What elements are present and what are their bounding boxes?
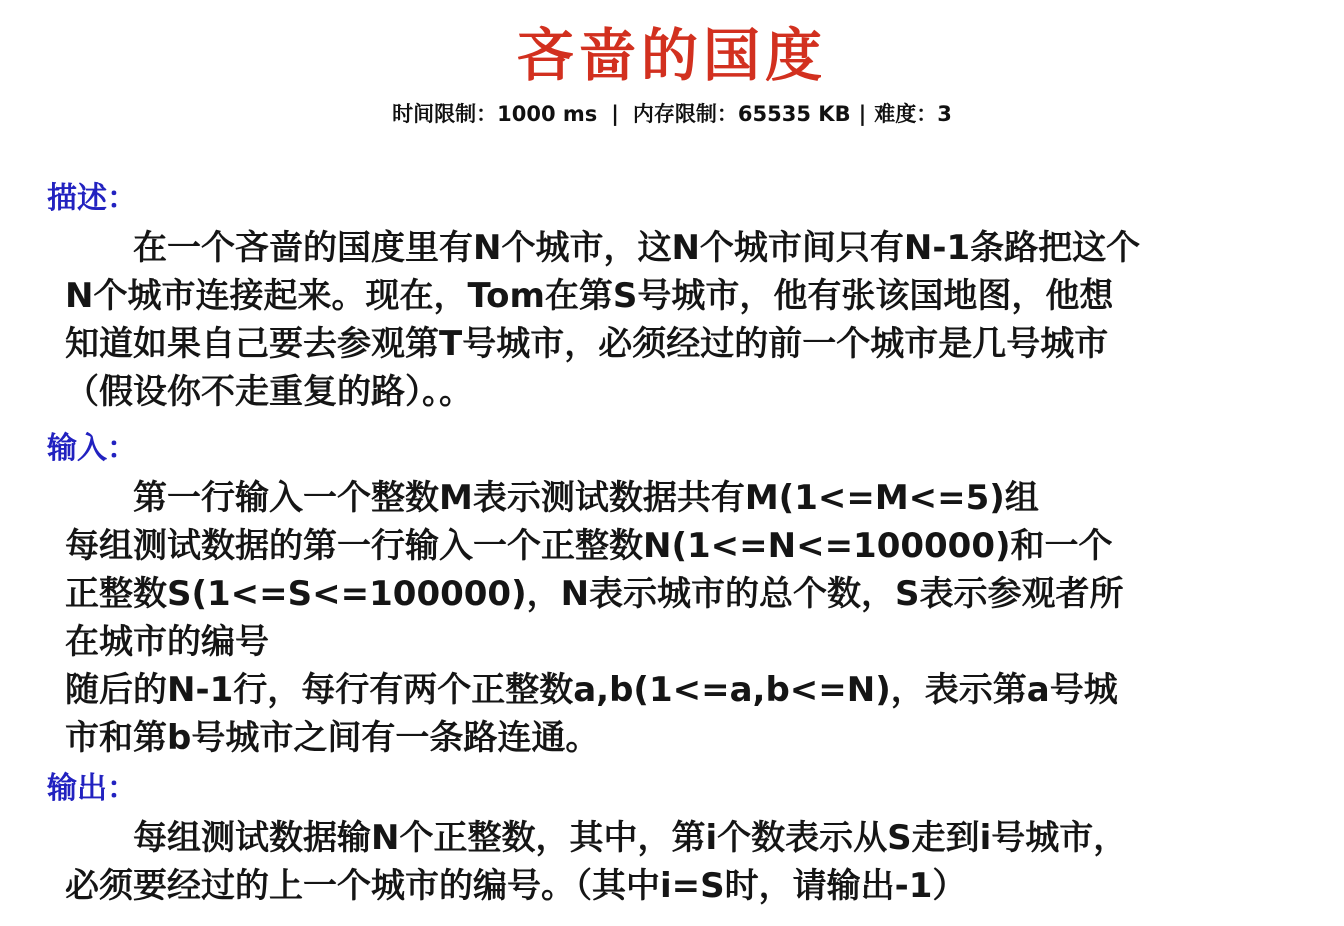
meta-separator: |: [858, 102, 867, 126]
memory-limit-label: 内存限制：: [632, 102, 738, 126]
text-line: 在一个吝啬的国度里有N个城市，这N个城市间只有N-1条路把这个: [65, 228, 1141, 268]
difficulty-label: 难度：: [874, 102, 938, 126]
text-line: 每组测试数据的第一行输入一个正整数N(1<=N<=100000)和一个: [65, 526, 1113, 566]
text-line: 每组测试数据输N个正整数，其中，第i个数表示从S走到i号城市，: [65, 818, 1128, 858]
problem-page: [0, 22, 1344, 926]
section-description: [0, 180, 1344, 416]
section-body-output: [65, 814, 1344, 910]
difficulty-value: 3: [937, 102, 952, 126]
text-line: 必须要经过的上一个城市的编号。（其中i=S时，请输出-1）: [65, 866, 967, 906]
text-line: 随后的N-1行，每行有两个正整数a,b(1<=a,b<=N)，表示第a号城: [65, 670, 1118, 710]
meta-separator: |: [611, 102, 619, 126]
section-body-description: [65, 224, 1344, 416]
text-line: 知道如果自己要去参观第T号城市，必须经过的前一个城市是几号城市: [65, 324, 1109, 364]
section-heading-output: 输出：: [47, 771, 137, 806]
memory-limit-value: 65535 KB: [737, 102, 851, 126]
section-heading-description: 描述：: [47, 181, 137, 216]
text-line: N个城市连接起来。现在，Tom在第S号城市，他有张该国地图，他想: [65, 276, 1114, 316]
time-limit-value: 1000 ms: [497, 102, 598, 126]
text-line: 第一行输入一个整数M表示测试数据共有M(1<=M<=5)组: [65, 478, 1039, 518]
section-input: [0, 430, 1344, 762]
text-line: 市和第b号城市之间有一条路连通。: [65, 718, 600, 758]
section-heading-input: 输入：: [47, 431, 137, 466]
section-output: [0, 770, 1344, 910]
text-line: 在城市的编号: [65, 622, 269, 662]
text-line: （假设你不走重复的路）。。: [65, 372, 473, 412]
time-limit-label: 时间限制：: [392, 102, 498, 126]
problem-title: 吝啬的国度: [517, 22, 827, 89]
problem-meta: [0, 98, 1344, 128]
text-line: 正整数S(1<=S<=100000)，N表示城市的总个数，S表示参观者所: [65, 574, 1124, 614]
section-body-input: [65, 474, 1344, 762]
